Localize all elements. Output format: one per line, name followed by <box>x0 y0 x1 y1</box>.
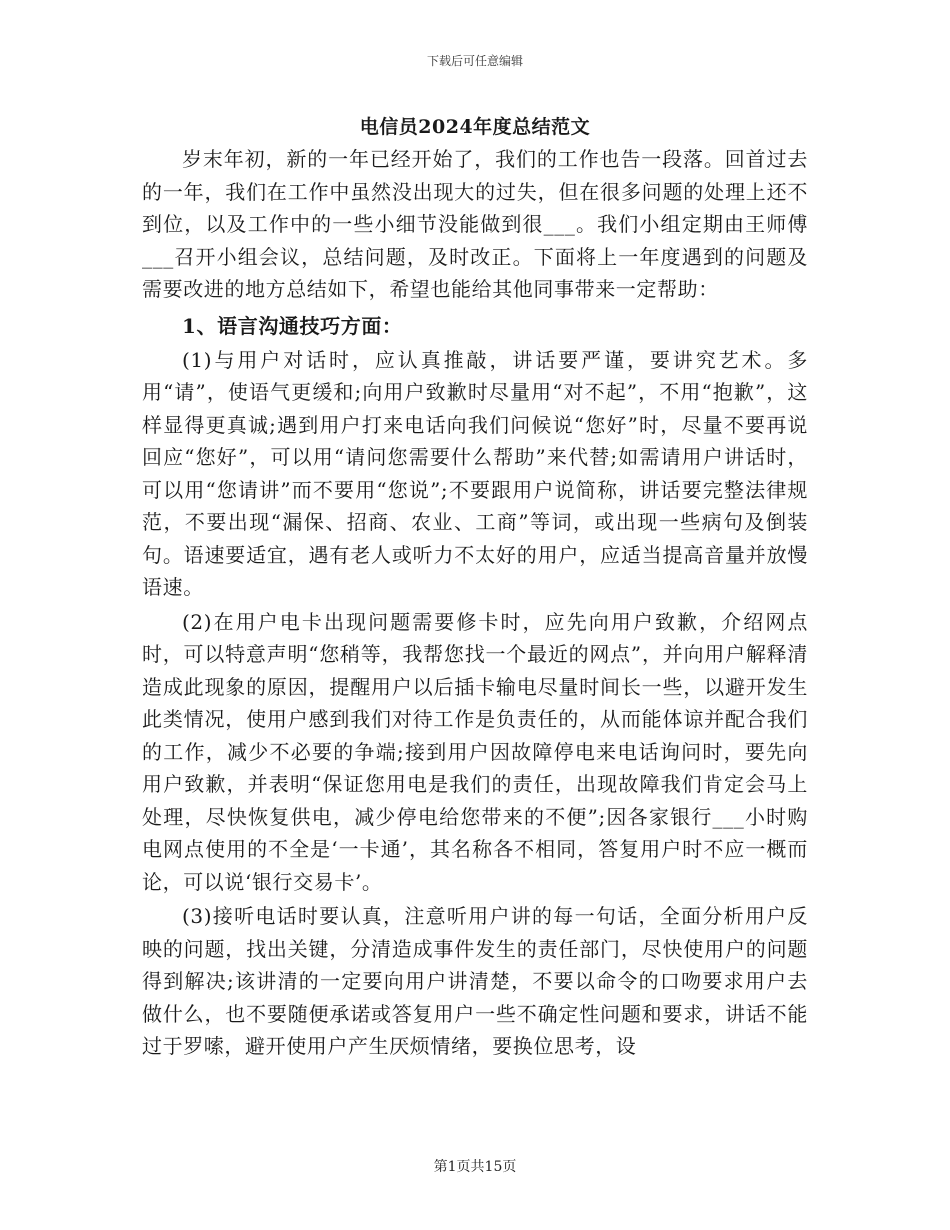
paragraph-2: (2)在用户电卡出现问题需要修卡时，应先向用户致歉，介绍网点时，可以特意声明“您稍等，我帮您找一个最近的网点”，并向用户解释清造成此现象的原因，提醒用户以后插卡输电尽量时间长一些，以避开发生此类情况，使用户感到我们对待工作是负责任的，从而能体谅并配合我们的工作，减少不必要的争端;接到用户因故障停电来电话询问时，要先向用户致歉，并表明“保证您用电是我们的责任，出现故障我们肯定会马上处理，尽快恢复供电，减少停电给您带来的不便”;因各家银行___小时购电网点使用的不全是‘一卡通’，其名称各不相同，答复用户时不应一概而论，可以说‘银行交易卡’。 <box>142 609 808 894</box>
document-body <box>142 143 808 1063</box>
paragraph-1: (1)与用户对话时，应认真推敲，讲话要严谨，要讲究艺术。多用“请”，使语气更缓和;向用户致歉时尽量用“对不起”，不用“抱歉”，这样显得更真诚;遇到用户打来电话向我们问候说“您好”时，尽量不要再说回应“您好”，可以用“请问您需要什么帮助”来代替;如需请用户讲话时，可以用“您请讲”而不要用“您说”;不要跟用户说简称，讲话要完整法律规范，不要出现“漏保、招商、农业、工商”等词，或出现一些病句及倒装句。语速要适宜，遇有老人或听力不太好的用户，应适当提高音量并放慢语速。 <box>142 347 808 599</box>
document-title: 电信员2024年度总结范文 <box>359 116 591 138</box>
header-note: 下载后可任意编辑 <box>426 54 523 68</box>
section-heading-1: 1、语言沟通技巧方面： <box>182 313 403 338</box>
intro-paragraph: 岁末年初，新的一年已经开始了，我们的工作也告一段落。回首过去的一年，我们在工作中虽然没出现大的过失，但在很多问题的处理上还不到位，以及工作中的一些小细节没能做到很___。我们小组定期由王师傅___召开小组会议，总结问题，及时改正。下面将上一年度遇到的问题及需要改进的地方总结如下，希望也能给其他同事带来一定帮助： <box>142 147 808 301</box>
page-number: 第1页共15页 <box>433 1159 517 1175</box>
paragraph-3: (3)接听电话时要认真，注意听用户讲的每一句话，全面分析用户反映的问题，找出关键，分清造成事件发生的责任部门，尽快使用户的问题得到解决;该讲清的一定要向用户讲清楚，不要以命令的口吻要求用户去做什么，也不要随便承诺或答复用户一些不确定性问题和要求，讲话不能过于罗嗦，避开使用户产生厌烦情绪，要换位思考，设 <box>142 904 808 1058</box>
